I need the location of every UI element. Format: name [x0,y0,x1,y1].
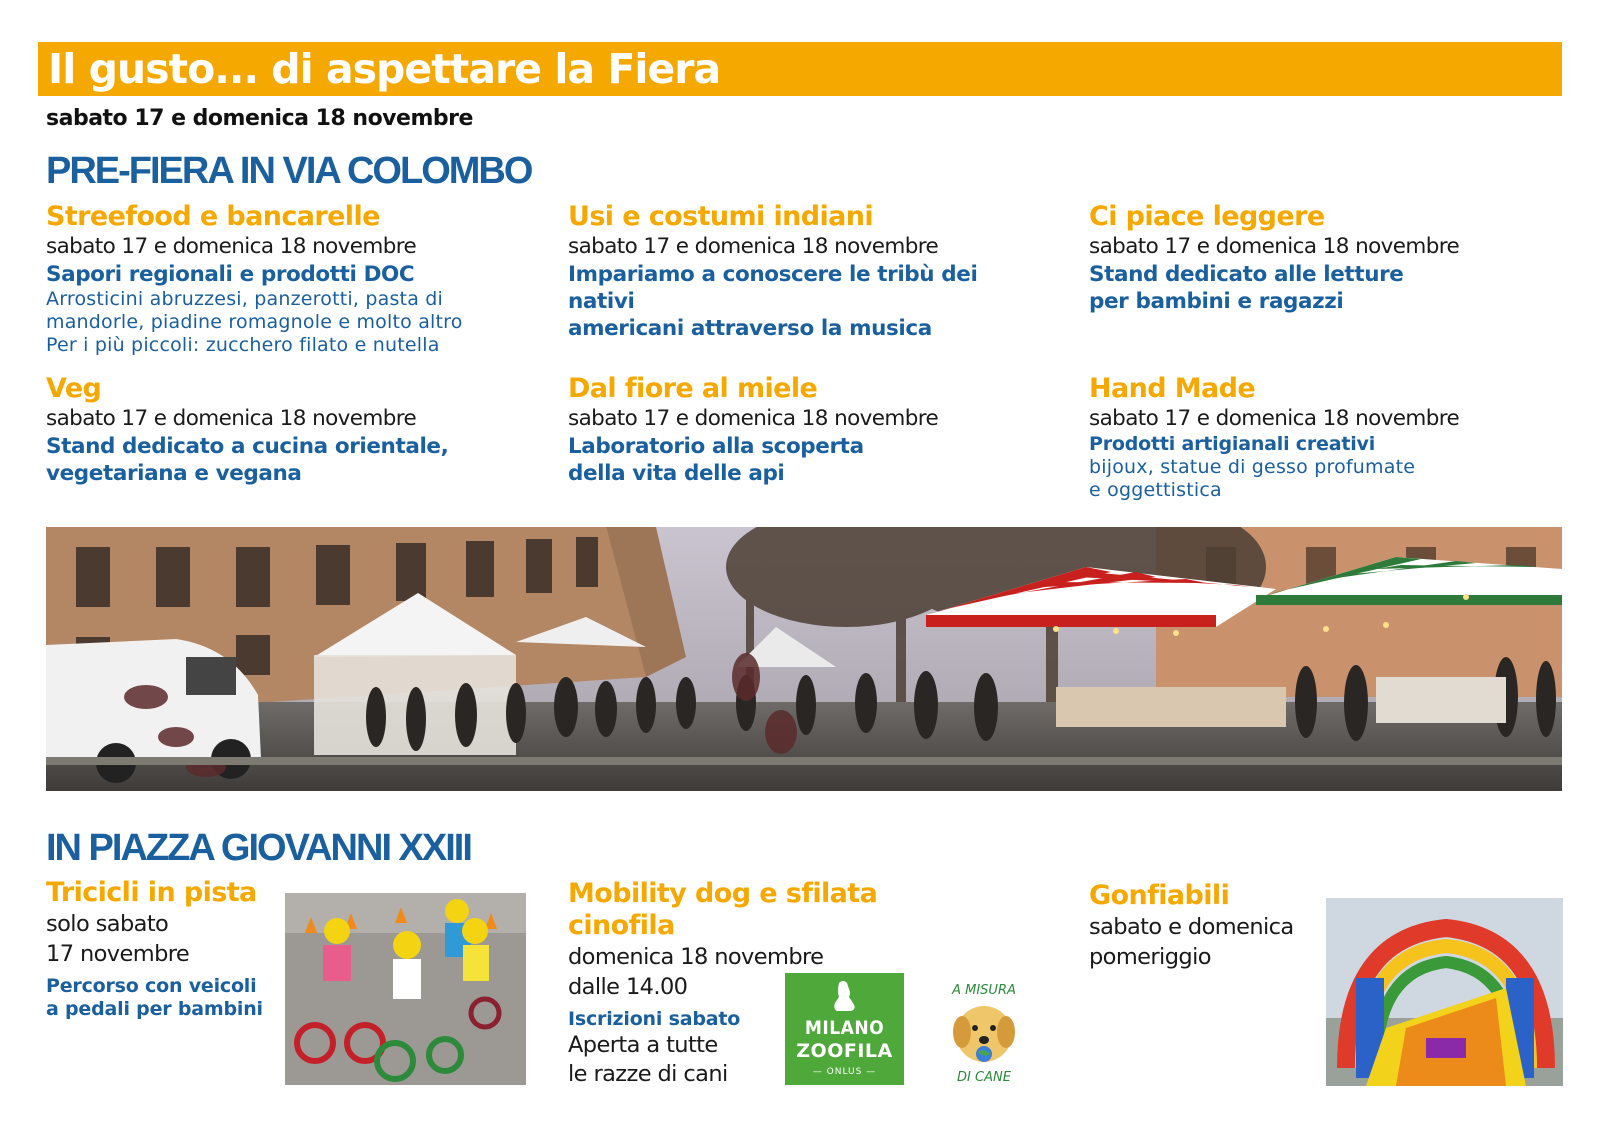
logo-text: DI CANE [957,1070,1011,1085]
inflatable-slide-photo [1326,898,1563,1086]
tricycles-photo [285,893,526,1085]
event-subtitle: per bambini e ragazzi [1089,289,1344,314]
event-note: bijoux, statue di gesso profumate [1089,456,1416,478]
title-banner [38,42,1562,96]
event-title: Gonfiabili [1089,880,1230,911]
event-subtitle: Stand dedicato a cucina orientale, [46,434,449,459]
section-title-prefiera: PRE-FIERA IN VIA COLOMBO [46,150,532,192]
a-misura-di-cane-logo [938,978,1030,1088]
event-dates: sabato 17 e domenica 18 novembre [46,106,473,131]
event-subtitle: Stand dedicato alle letture [1089,262,1404,287]
event-block-handmade [1089,373,1569,502]
event-subtitle: Prodotti artigianali creativi [1089,433,1376,455]
event-dates: sabato 17 e domenica 18 novembre [46,234,417,259]
event-subtitle: della vita delle api [568,461,785,486]
event-block-miele [568,373,1048,487]
dog-icon [829,979,861,1013]
event-dates: sabato 17 e domenica 18 novembre [46,406,417,431]
event-note: Arrosticini abruzzesi, panzerotti, pasta di [46,288,444,310]
milano-zoofila-logo [785,973,904,1085]
event-block-veg [46,373,526,487]
event-dates: solo sabato [46,911,169,937]
event-extra: le razze di cani [568,1061,728,1087]
event-title: Ci piace leggere [1089,201,1325,232]
event-block-usi-costumi [568,201,1048,342]
event-dates: domenica 18 novembre [568,944,824,970]
event-block-leggere [1089,201,1569,315]
page-title: Il gusto... di aspettare la Fiera [48,45,721,93]
event-block-tricicli [46,877,276,1021]
event-title: Mobility dog e sfilata cinofila [568,878,878,941]
event-dates: sabato e domenica [1089,914,1294,940]
logo-text: — ONLUS — [812,1067,877,1077]
event-block-streetfood [46,201,526,357]
street-market-photo [46,527,1562,791]
event-note: mandorle, piadine romagnole e molto altro [46,311,463,333]
event-dates: dalle 14.00 [568,974,688,1000]
event-note: Per i più piccoli: zucchero filato e nutella [46,334,440,356]
event-extra: Aperta a tutte [568,1032,718,1058]
event-dates: sabato 17 e domenica 18 novembre [568,234,939,259]
event-dates: sabato 17 e domenica 18 novembre [1089,406,1460,431]
event-block-gonfiabili [1089,880,1319,972]
event-dates: sabato 17 e domenica 18 novembre [568,406,939,431]
event-title: Tricicli in pista [46,877,257,908]
event-block-mobility-dog [568,878,988,1089]
event-subtitle: Laboratorio alla scoperta [568,434,864,459]
event-note: Percorso con veicoli [46,975,257,997]
logo-text: A MISURA [952,983,1016,998]
event-dates: sabato 17 e domenica 18 novembre [1089,234,1460,259]
logo-text: ZOOFILA [796,1040,893,1062]
event-title: Usi e costumi indiani [568,201,874,232]
event-note: Iscrizioni sabato [568,1008,741,1030]
event-title: Veg [46,373,102,404]
event-subtitle: vegetariana e vegana [46,461,302,486]
event-note: e oggettistica [1089,479,1222,501]
event-note: a pedali per bambini [46,998,263,1020]
event-dates: pomeriggio [1089,944,1211,970]
logo-text: MILANO [804,1017,885,1039]
event-subtitle: Sapori regionali e prodotti DOC [46,262,415,287]
event-title: Streefood e bancarelle [46,201,380,232]
event-subtitle: Impariamo a conoscere le tribù dei nativi [568,262,978,314]
event-subtitle: americani attraverso la musica [568,316,932,341]
event-title: Dal fiore al miele [568,373,818,404]
event-dates: 17 novembre [46,941,190,967]
event-title: Hand Made [1089,373,1256,404]
section-title-piazza: IN PIAZZA GIOVANNI XXIII [46,827,471,869]
